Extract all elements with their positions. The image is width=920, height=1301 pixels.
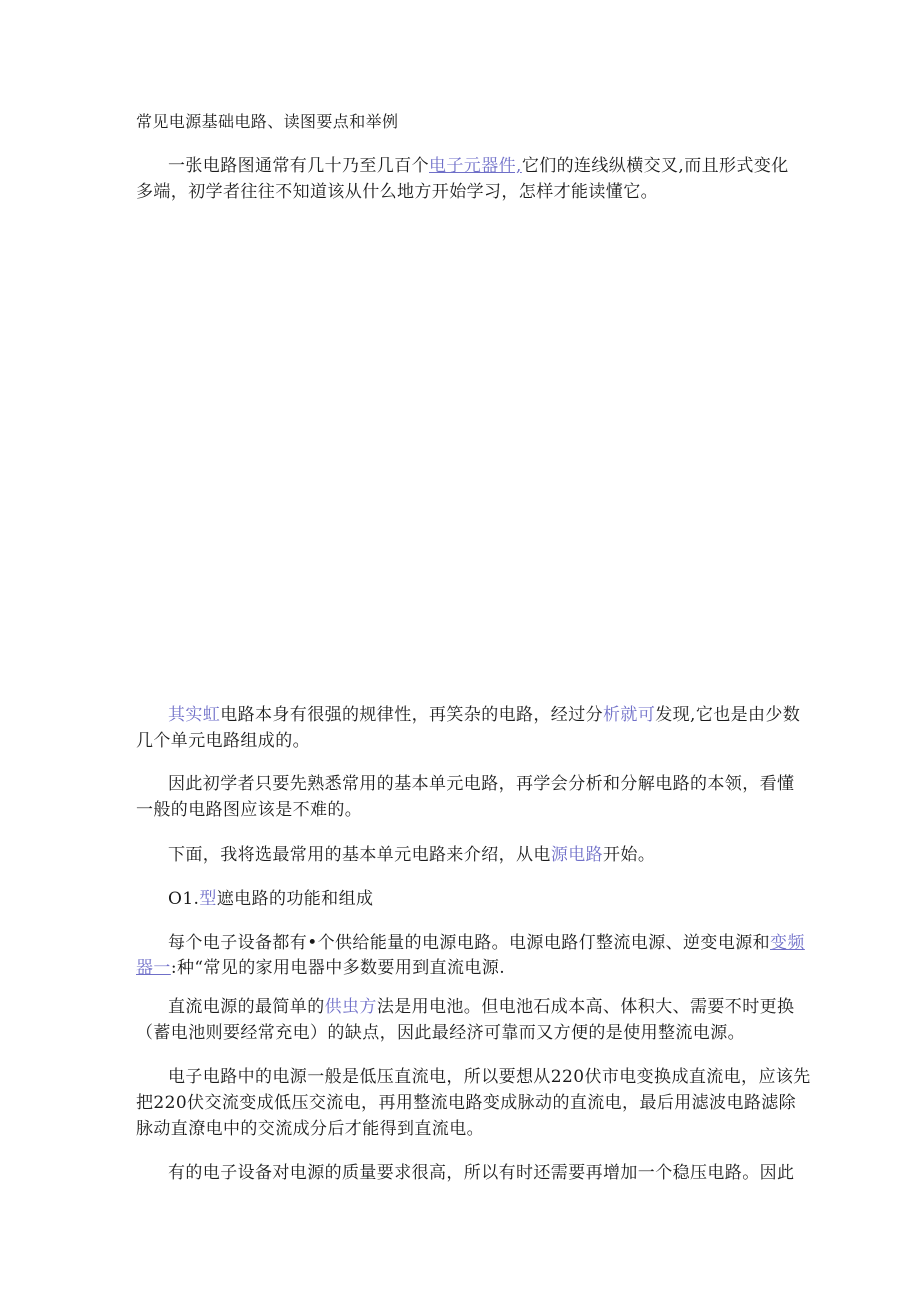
text-span: 开始。 (603, 845, 656, 865)
link-supply-method[interactable]: 供虫方 (324, 997, 377, 1017)
link-xijiuke[interactable]: 析就可 (603, 705, 656, 725)
link-type[interactable]: 型 (199, 889, 217, 909)
link-power-circuit[interactable]: 源电路 (550, 845, 604, 865)
paragraph-8-line-1: 有的电子设备对电源的质量要求很高，所以有时还需要再增加一个稳压电路。因此 (168, 1163, 795, 1183)
paragraph-7-line-1: 电子电路中的电源一般是低压直流电，所以要想从220伏市电变换成直流电，应该先 (168, 1067, 811, 1087)
section-heading (168, 887, 373, 911)
link-electronic-components[interactable]: 电子元器件, (429, 156, 522, 176)
paragraph-7-line-3: 脉动直潦电中的交流成分后才能得到直流电。 (136, 1119, 484, 1139)
link-qishi[interactable]: 其实虹 (168, 705, 221, 725)
paragraph-3-line-2: 一般的电路图应该是不难的。 (136, 800, 363, 820)
text-span: O1. (168, 889, 200, 909)
text-span: 每个电子设备都有•个供给能量的电源电路。电源电路仃整流电源、逆变电源和 (168, 933, 771, 953)
text-span: 电路本身有很强的规律性，再笑杂的电路，经过分 (220, 705, 604, 725)
link-inverter-2[interactable]: 器一 (136, 958, 171, 978)
paragraph-1-line-1 (168, 154, 789, 178)
document-title: 常见电源基础电路、读图要点和举例 (136, 112, 399, 131)
paragraph-6-line-2: （蓄电池则要经常充电）的缺点，因此最经济可靠而又方便的是使用整流电源。 (136, 1023, 745, 1043)
paragraph-2-line-1 (168, 703, 800, 727)
paragraph-5-line-1 (168, 931, 805, 955)
text-span: 一张电路图通常有几十乃至几百个 (168, 156, 429, 176)
paragraph-4 (168, 843, 655, 867)
text-span: 法是用电池。但电池石成本高、体积大、需要不时更换 (376, 997, 795, 1017)
text-span: :种“常见的家用电器中多数要用到直流电源. (170, 958, 506, 978)
paragraph-6-line-1 (168, 995, 794, 1019)
text-span: 直流电源的最简单的 (168, 997, 325, 1017)
link-inverter-1[interactable]: 变频 (770, 933, 805, 953)
paragraph-3-line-1: 因此初学者只要先熟悉常用的基本单元电路，再学会分析和分解电路的本领，看懂 (168, 774, 795, 794)
paragraph-1-line-2: 多端，初学者往往不知道该从什么地方开始学习，怎样才能读懂它。 (136, 182, 658, 202)
text-span: 它们的连线纵横交叉,而且形式变化 (521, 156, 789, 176)
paragraph-2-line-2: 几个单元电路组成的。 (136, 731, 310, 751)
text-span: 下面，我将选最常用的基本单元电路来介绍，从电 (168, 845, 551, 865)
paragraph-5-line-2 (136, 956, 505, 980)
text-span: 遮电路的功能和组成 (216, 889, 374, 909)
text-span: 发现,它也是由少数 (655, 705, 801, 725)
paragraph-7-line-2: 把220伏交流变成低压交流电，再用整流电路变成脉动的直流电，最后用滤波电路滤除 (136, 1093, 797, 1113)
